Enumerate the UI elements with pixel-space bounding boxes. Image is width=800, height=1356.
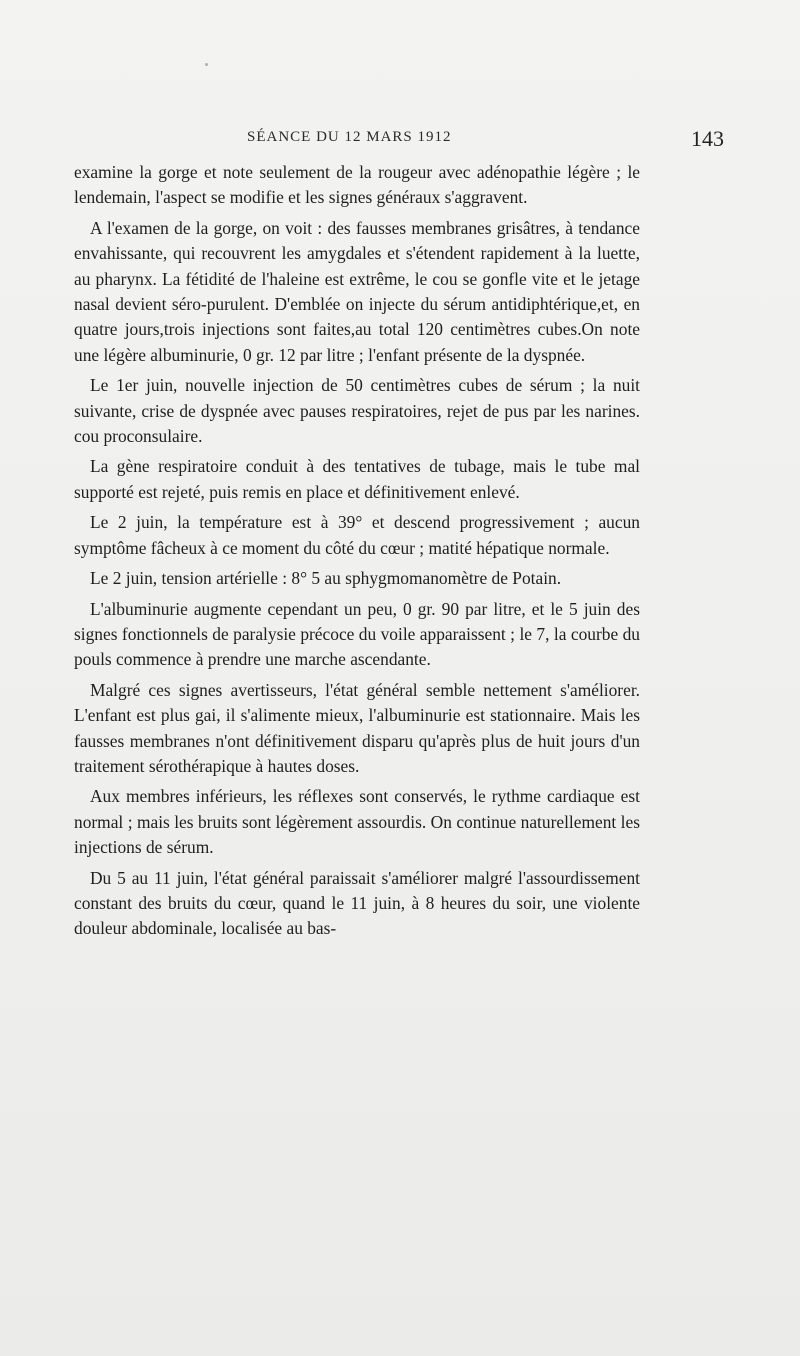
paragraph: Aux membres inférieurs, les réflexes sont conservés, le rythme cardiaque est normal ; mais les bruits sont légèrement assourdis. On continue naturellement les injections de sérum. — [74, 786, 640, 858]
paragraph: A l'examen de la gorge, on voit : des fausses membranes grisâtres, à tendance envahissante, qui recouvrent les amygdales et s'étendent rapidement à la luette, au pharynx. La fétidité de l'haleine est extrême, le cou se gonfle vite et le jetage nasal devient séro-purulent. D'emblée on injecte du sérum antidiphtérique,et, en quatre jours,trois injections sont faites,au total 120 centimètres cubes.On note une légère albuminurie, 0 gr. 12 par litre ; l'enfant présente de la dyspnée. — [74, 217, 640, 365]
paragraph: examine la gorge et note seulement de la rougeur avec adénopathie légère ; le lendemain, l'aspect se modifie et les signes généraux s'aggravent. — [74, 162, 640, 208]
paragraph: Le 2 juin, la température est à 39° et descend progressivement ; aucun symptôme fâcheux à ce moment du côté du cœur ; matité hépatique normale. — [74, 512, 640, 558]
paragraph: Le 1er juin, nouvelle injection de 50 centimètres cubes de sérum ; la nuit suivante, crise de dyspnée avec pauses respiratoires, rejet de pus par les narines. cou proconsulaire. — [74, 375, 640, 447]
paragraph: Le 2 juin, tension artérielle : 8° 5 au sphygmomanomètre de Potain. — [90, 568, 562, 589]
paragraph: L'albuminurie augmente cependant un peu, 0 gr. 90 par litre, et le 5 juin des signes fonctionnels de paralysie précoce du voile apparaissent ; le 7, la courbe du pouls commence à prendre une marche ascendante. — [74, 598, 640, 670]
running-head: SÉANCE DU 12 MARS 1912 — [247, 129, 452, 145]
page-number: 143 — [691, 126, 724, 151]
paragraph: La gène respiratoire conduit à des tentatives de tubage, mais le tube mal supporté est rejeté, puis remis en place et définitivement enlevé. — [74, 456, 640, 502]
body-text — [74, 160, 640, 942]
page-header — [0, 128, 800, 154]
paragraph: Malgré ces signes avertisseurs, l'état général semble nettement s'améliorer. L'enfant est plus gai, il s'alimente mieux, l'albuminurie est stationnaire. Mais les fausses membranes n'ont définitivement disparu qu'après plus de huit jours d'un traitement sérothérapique à hautes doses. — [74, 679, 640, 776]
paper-speck — [205, 63, 208, 66]
paragraph: Du 5 au 11 juin, l'état général paraissait s'améliorer malgré l'assourdissement constant des bruits du cœur, quand le 11 juin, à 8 heures du soir, une violente douleur abdominale, localisée au bas- — [74, 867, 640, 939]
